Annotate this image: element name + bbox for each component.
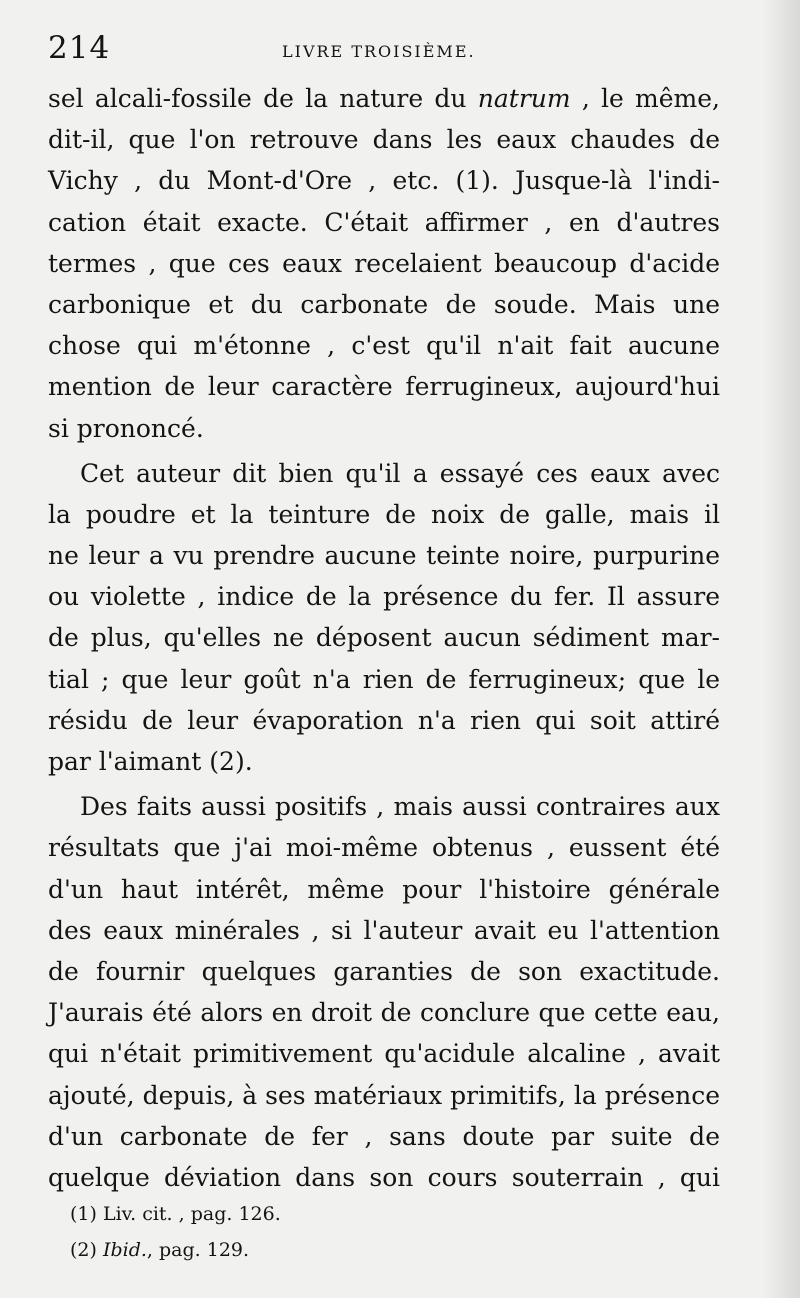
text-line-part: , le même, <box>570 84 721 113</box>
footnote-text: , pag. 129. <box>146 1239 250 1261</box>
emphasis-natrum: natrum <box>477 84 571 113</box>
paragraph-start-line: Cet auteur dit bien qu'il a essayé ces eaux avec <box>80 458 720 488</box>
text-line: résultats que j'ai moi-même obtenus , eussent été <box>48 833 720 863</box>
text-line <box>48 78 720 119</box>
text-line: qui n'était primitivement qu'acidule alcaline , avait <box>48 1039 720 1069</box>
text-line: de fournir quelques garanties de son exactitude. <box>48 956 720 986</box>
text-line: carbonique et du carbonate de soude. Mais une <box>48 289 720 319</box>
text-line: cation était exacte. C'était affirmer , en d'autres <box>48 207 720 237</box>
text-line: résidu de leur évaporation n'a rien qui soit attiré <box>48 705 720 735</box>
footnote-1: (1) Liv. cit. , pag. 126. <box>70 1203 281 1225</box>
body-text <box>48 78 720 1198</box>
text-line: quelque déviation dans son cours souterrain , qui <box>48 1162 720 1192</box>
text-line: de plus, qu'elles ne déposent aucun sédiment mar- <box>48 623 720 653</box>
page-header <box>48 30 738 74</box>
text-line: mention de leur caractère ferrugineux, aujourd'hui <box>48 372 720 402</box>
text-line: des eaux minérales , si l'auteur avait eu l'attention <box>48 915 720 945</box>
page-number: 214 <box>48 30 111 66</box>
text-line: ou violette , indice de la présence du fer. Il assure <box>48 582 720 612</box>
text-line: ajouté, depuis, à ses matériaux primitifs, la présence <box>48 1080 720 1110</box>
text-line: chose qui m'étonne , c'est qu'il n'ait fait aucune <box>48 331 720 361</box>
text-line: d'un haut intérêt, même pour l'histoire générale <box>48 874 720 904</box>
text-line: Vichy , du Mont-d'Ore , etc. (1). Jusque-là l'indi- <box>48 166 720 196</box>
text-line: la poudre et la teinture de noix de galle, mais il <box>48 499 720 529</box>
footnote-2 <box>70 1232 570 1268</box>
running-head: LIVRE TROISIÈME. <box>282 42 476 61</box>
footnotes <box>70 1196 570 1268</box>
text-line: dit-il, que l'on retrouve dans les eaux chaudes de <box>48 125 720 155</box>
text-line: termes , que ces eaux recelaient beaucoup d'acide <box>48 248 720 278</box>
text-line: J'aurais été alors en droit de conclure que cette eau, <box>48 998 720 1028</box>
text-line-part: sel alcali-fossile de la nature du <box>48 84 478 113</box>
paragraph-start-line: Des faits aussi positifs , mais aussi contraires aux <box>80 792 720 822</box>
footnote-mark: (2) <box>70 1239 97 1261</box>
text-line: ne leur a vu prendre aucune teinte noire, purpurine <box>48 541 720 571</box>
emphasis-ibid: Ibid. <box>102 1239 147 1261</box>
text-line: tial ; que leur goût n'a rien de ferrugineux; que le <box>48 664 720 694</box>
text-line: par l'aimant (2). <box>48 747 253 776</box>
text-line: d'un carbonate de fer , sans doute par suite de <box>48 1121 720 1151</box>
text-line: si prononcé. <box>48 413 204 443</box>
